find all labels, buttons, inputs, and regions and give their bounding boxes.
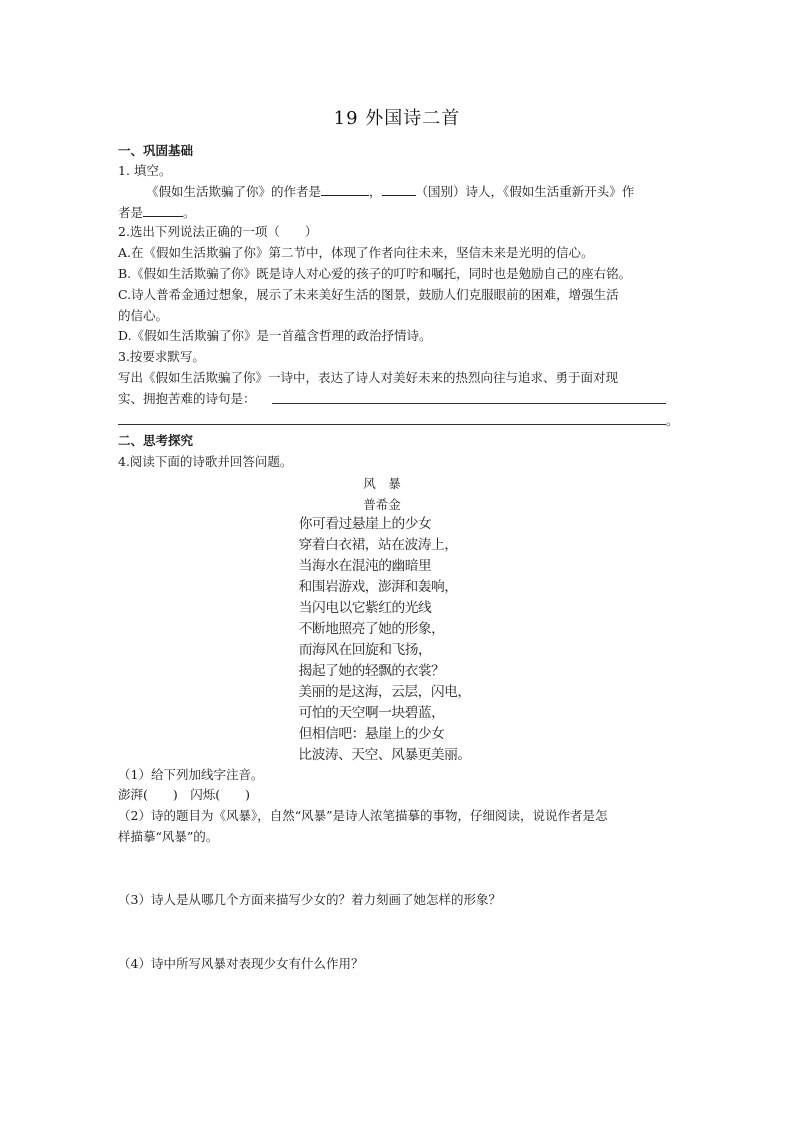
q3-line1: 写出《假如生活欺骗了你》一诗中，表达了诗人对美好未来的热烈向往与追求、勇于面对现 — [118, 370, 619, 385]
q1-line2 — [118, 204, 196, 221]
q2-option-c-line2: 的信心。 — [118, 308, 169, 323]
q4-label: 4.阅读下面的诗歌并回答问题。 — [118, 454, 293, 469]
poem-line: 比波涛、天空、风暴更美丽。 — [298, 747, 471, 763]
poem-line: 而海风在回旋和飞扬， — [298, 642, 432, 658]
q1-blank-author2[interactable] — [143, 204, 183, 217]
q3-answer-line1[interactable] — [272, 403, 666, 404]
poem-line: 当海水在混沌的幽暗里 — [298, 558, 432, 574]
q3-end-period: 。 — [666, 413, 679, 428]
q4-part2-line2: 样描摹“风暴”的。 — [118, 829, 219, 844]
q1-line1-text-b: ， — [369, 184, 382, 199]
q3-line2: 实、拥抱苦难的诗句是： — [118, 391, 256, 406]
q2-option-b: B.《假如生活欺骗了你》既是诗人对心爱的孩子的叮咛和嘱托，同时也是勉励自己的座右铭。 — [118, 266, 632, 281]
poem-line: 不断地照亮了她的形象， — [298, 621, 445, 637]
section1-heading: 一、巩固基础 — [118, 143, 194, 158]
q1-blank-country[interactable] — [382, 183, 416, 196]
q1-line1 — [146, 183, 634, 200]
q1-blank-author[interactable] — [321, 183, 369, 196]
poem-line: 当闪电以它紫红的光线 — [298, 600, 432, 616]
q4-part3: （3）诗人是从哪几个方面来描写少女的？着力刻画了她怎样的形象？ — [118, 892, 501, 907]
q4-part1-words[interactable]: 澎湃( ) 闪烁( ) — [118, 787, 251, 802]
section2-heading: 二、思考探究 — [118, 433, 194, 448]
poem-title: 风 暴 — [363, 476, 401, 491]
poem-line: 和围岩游戏，澎湃和轰响， — [298, 579, 458, 595]
q1-line1-text-c: （国别）诗人，《假如生活重新开头》作 — [415, 184, 635, 199]
q2-label: 2.选出下列说法正确的一项（ ） — [118, 224, 318, 239]
q4-part1: （1）给下列加线字注音。 — [118, 767, 264, 782]
q4-part4: （4）诗中所写风暴对表现少女有什么作用？ — [118, 956, 364, 971]
poem-line: 可怕的天空啊一块碧蓝， — [298, 705, 445, 721]
poem-line: 但相信吧：悬崖上的少女 — [298, 726, 445, 742]
q3-answer-line2[interactable] — [118, 424, 666, 425]
poem-line: 你可看过悬崖上的少女 — [298, 516, 432, 532]
q2-option-a: A.在《假如生活欺骗了你》第二节中，体现了作者向往未来，坚信未来是光明的信心。 — [118, 245, 594, 260]
q3-label: 3.按要求默写。 — [118, 349, 205, 364]
q1-line2-text-b: 。 — [183, 205, 196, 220]
q2-option-d: D.《假如生活欺骗了你》是一首蕴含哲理的政治抒情诗。 — [118, 328, 432, 343]
page-title: 19 外国诗二首 — [333, 108, 461, 129]
q2-option-c-line1: C.诗人普希金通过想象，展示了未来美好生活的图景，鼓励人们克服眼前的困难，增强生活 — [118, 287, 619, 302]
poem-line: 美丽的是这海，云层，闪电， — [298, 684, 471, 700]
q1-line1-text-a: 《假如生活欺骗了你》的作者是 — [146, 184, 322, 199]
poem-author: 普希金 — [363, 497, 401, 512]
q1-line2-text-a: 者是 — [118, 205, 144, 220]
poem-line: 穿着白衣裙，站在波涛上， — [298, 537, 458, 553]
q4-part2-line1: （2）诗的题目为《风暴》，自然“风暴”是诗人浓笔描摹的事物，仔细阅读，说说作者是怎 — [118, 808, 608, 823]
q1-label: 1. 填空。 — [118, 163, 172, 178]
poem-line: 揭起了她的轻飘的衣裳？ — [298, 663, 445, 679]
